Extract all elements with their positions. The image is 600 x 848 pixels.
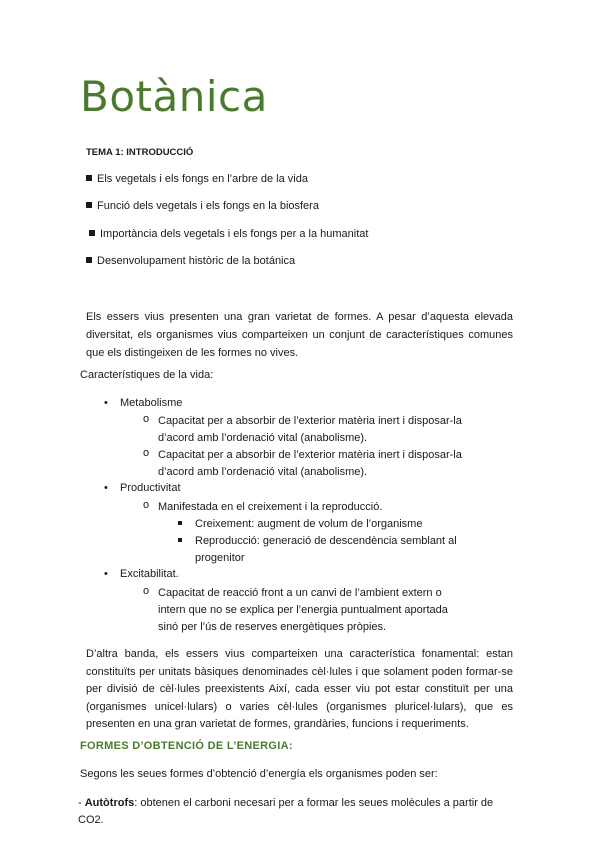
- productivitat-subitem: Creixement: augment de volum de l’organisme: [195, 518, 423, 530]
- square-bullet-icon: [89, 230, 95, 236]
- square-bullet-icon: [86, 257, 92, 263]
- intro-paragraph: Els essers vius presenten una gran varietat de formes. A pesar d’aquesta elevada diversitat, els organismes vius comparteixen un conjunt de característiques comunes que els distingeixen de les formes no vives.: [86, 311, 513, 359]
- productivitat-item: Manifestada en el creixement i la reproducció.: [158, 501, 383, 513]
- tema-heading: TEMA 1: INTRODUCCIÓ: [86, 147, 194, 158]
- metabolisme-item: Capacitat per a absorbir de l’exterior matèria inert i disposar-la d’acord amb l’ordenació vital (anabolisme).: [158, 415, 462, 444]
- productivitat-label: Productivitat: [120, 482, 181, 494]
- circle-bullet-icon: o: [143, 413, 150, 425]
- metabolisme-label: Metabolisme: [120, 397, 183, 409]
- bullet-icon: •: [104, 568, 108, 580]
- autotrofs-text: : obtenen el carboni necesari per a formar les seues molècules a partir de CO2.: [78, 797, 494, 826]
- segons-text: Segons les seues formes d’obtenció d’energía els organismes poden ser:: [80, 768, 438, 780]
- excitabilitat-label: Excitabilitat.: [120, 568, 179, 580]
- page-title: Botànica: [80, 72, 268, 121]
- topic-item: Funció dels vegetals i els fongs en la biosfera: [86, 200, 319, 212]
- circle-bullet-icon: o: [143, 499, 150, 511]
- circle-bullet-icon: o: [143, 447, 150, 459]
- autotrofs-item: [78, 795, 518, 829]
- small-square-bullet-icon: [178, 538, 182, 542]
- topic-item: Importància dels vegetals i els fongs per a la humanitat: [89, 228, 368, 240]
- bullet-icon: •: [104, 397, 108, 409]
- cell-paragraph: D’altra banda, els essers vius comparteixen una característica fonamental: estan constituïts per unitats bàsiques denominades cèl·lules i que solament poden formar-se per divisió de cèl·lules preexistents Així, cada esser viu pot estar constituït per una (organismes unicel·lulars) o varies cèl·lules (organismes pluricel·lulars), que es presenten en una gran varietat de formes, grandàries, funcions i requeriments.: [86, 648, 513, 730]
- section-heading: FORMES D’OBTENCIÓ DE L’ENERGIA:: [80, 740, 293, 752]
- dash-marker: -: [78, 797, 85, 809]
- topic-item: Desenvolupament històric de la botánica: [86, 255, 295, 267]
- autotrofs-term: Autòtrofs: [84, 797, 135, 809]
- topic-item: Els vegetals i els fongs en l’arbre de la vida: [86, 173, 308, 185]
- metabolisme-item: Capacitat per a absorbir de l’exterior matèria inert i disposar-la d’acord amb l’ordenació vital (anabolisme).: [158, 449, 462, 478]
- square-bullet-icon: [86, 202, 92, 208]
- circle-bullet-icon: o: [143, 585, 150, 597]
- small-square-bullet-icon: [178, 521, 182, 525]
- productivitat-subitem: Reproducció: generació de descendència semblant al progenitor: [195, 535, 457, 564]
- bullet-icon: •: [104, 482, 108, 494]
- excitabilitat-item: Capacitat de reacció front a un canvi de l’ambient extern o intern que no se explica per l’energia puntualment aportada sinó per l’ús de reserves energètiques pròpies.: [158, 587, 448, 633]
- square-bullet-icon: [86, 175, 92, 181]
- caracteristiques-heading: Característiques de la vida:: [80, 369, 214, 381]
